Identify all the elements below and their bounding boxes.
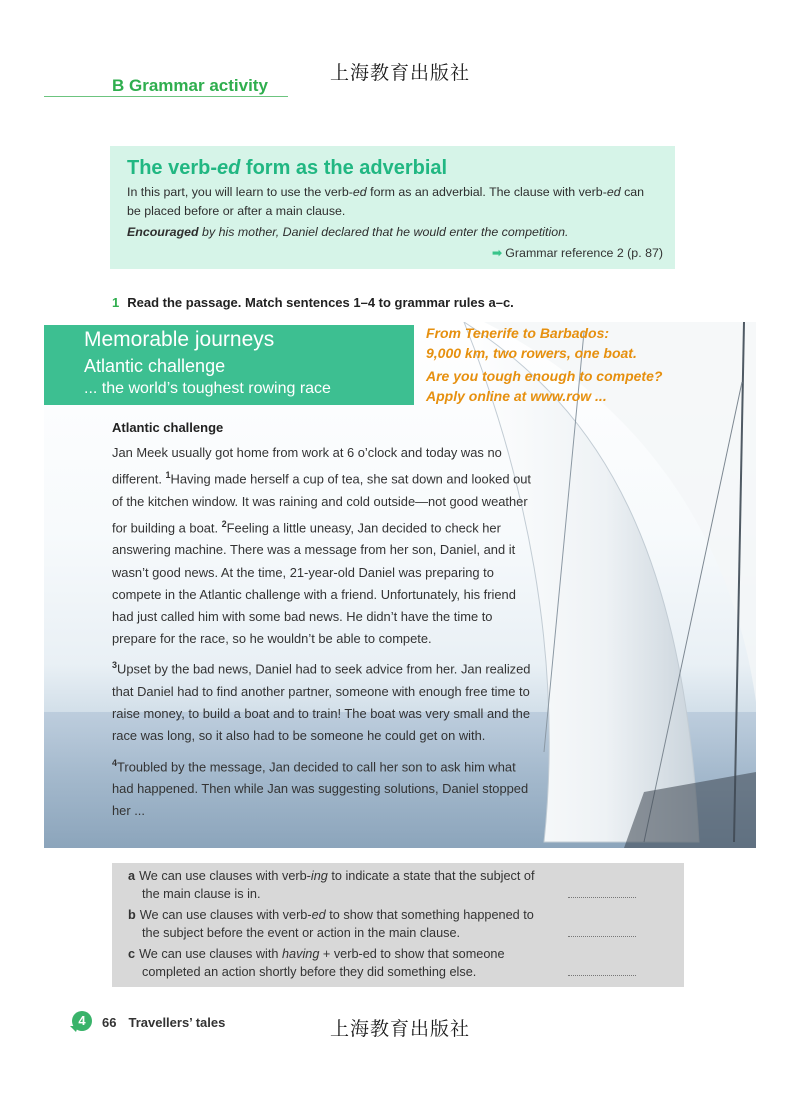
unit-badge: 4 [72,1011,92,1031]
promo-line-4: Apply online at www.row ... [426,388,607,404]
banner-line-2: Atlantic challenge [84,356,226,376]
grammar-example: Encouraged by his mother, Daniel declared that he would enter the competition. [127,225,569,239]
arrow-right-icon: ➡ [491,246,503,260]
passage-paragraph-2: $^3$Upset by the bad news, Daniel had to seek advice from her. Jan realized that Daniel had to find another partner, someone with enough free time to raise money, to build a boat and to train! The boat was very small and the race was long, so it also had to be someone he could get on with. [112,660,531,744]
section-divider [44,96,288,97]
grammar-reference-link[interactable]: ➡ Grammar reference 2 (p. 87) [491,246,663,260]
banner-line-3: ... the world’s toughest rowing race [84,380,331,397]
publisher-watermark-top: 上海教育出版社 [329,62,470,84]
grammar-rule-c: c We can use clauses with having + verb-ed to show that someone completed an action shortly before they did something else. [128,947,505,979]
unit-title: Travellers’ tales [128,1015,226,1030]
promo-line-3: Are you tough enough to compete? [426,368,663,384]
promo-line-2: 9,000 km, two rowers, one boat. [426,345,637,361]
exercise-instruction: 1 Read the passage. Match sentences 1–4 to grammar rules a–c. [112,295,514,310]
banner-line-1: Memorable journeys [84,328,275,351]
article-banner [44,325,414,405]
grammar-heading: The verb-ed form as the adverbial [127,157,448,179]
answer-blank-c[interactable] [568,975,636,976]
promo-line-1: From Tenerife to Barbados: [426,325,610,341]
grammar-explanation: In this part, you will learn to use the verb-ed form as an adverbial. The clause with verb-ed can be placed before or after a main clause. [127,185,645,218]
grammar-rule-b: b We can use clauses with verb-ed to show that something happened to the subject before the event or action in the main clause. [128,908,534,940]
publisher-watermark-bottom: 上海教育出版社 [329,1018,470,1040]
reading-passage [112,418,532,826]
grammar-focus-box [110,146,675,269]
page-number: 66 [102,1015,117,1030]
passage-paragraph-3: $^4$Troubled by the message, Jan decided to call her son to ask him what had happened. Then while Jan was suggesting solutions, Daniel stopped her ... [112,757,529,819]
grammar-rules-box [112,863,684,987]
passage-title: Atlantic challenge [112,420,224,435]
section-title: B Grammar activity [112,76,268,95]
answer-blank-a[interactable] [568,897,636,898]
answer-blank-b[interactable] [568,936,636,937]
passage-paragraph-1: Jan Meek usually got home from work at 6 o’clock and today was no different. $^1$Having made herself a cup of tea, she sat down and looked out of the kitchen window. It was raining and cold outside—not good weather for building a boat. $^2$Feeling a little uneasy, Jan decided to check her answering machine. There was a message from her son, Daniel, and it wasn’t good news. At the time, 21-year-old Daniel was preparing to compete in the Atlantic challenge with a friend. Unfortunately, his friend had just called him with some bad news. He didn’t have the time to prepare for the race, so he wouldn’t be able to compete. [112,445,531,647]
grammar-rule-a: a We can use clauses with verb-ing to indicate a state that the subject of the main clause is in. [128,869,535,901]
